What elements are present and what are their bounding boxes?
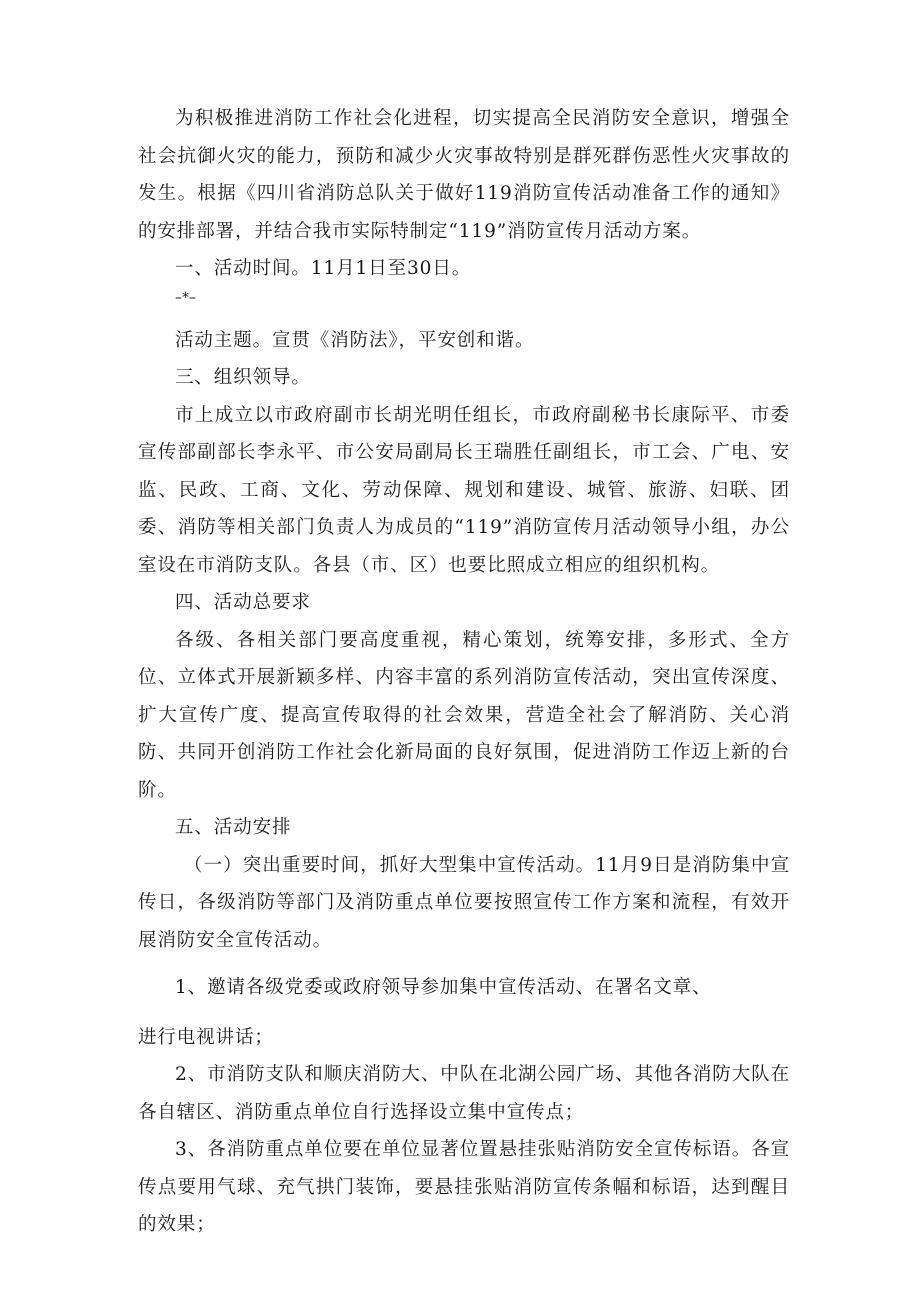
arrangement-item-one: （一）突出重要时间，抓好大型集中宣传活动。11月9日是消防集中宣传日，各级消防等部门及消防重点单位要按照宣传工作方案和流程，有效开展消防安全宣传活动。: [138, 854, 790, 951]
list-item-3: 3、各消防重点单位要在单位显著位置悬挂张贴消防安全宣传标语。各宣传点要用气球、充气拱门装饰，要悬挂张贴消防宣传条幅和标语，达到醒目的效果；: [138, 1139, 790, 1235]
document-page: [138, 100, 790, 1244]
intro-paragraph: 为积极推进消防工作社会化进程，切实提高全民消防安全意识，增强全社会抗御火灾的能力，预防和减少火灾事故特别是群死群伤恶性火灾事故的发生。根据《四川省消防总队关于做好119消防宣传活动准备工作的通知》的安排部署，并结合我市实际特制定“119”消防宣传月活动方案。: [138, 108, 790, 242]
section-arrangement-heading: 五、活动安排: [175, 817, 292, 838]
section-organization-heading: 三、组织领导。: [175, 367, 311, 388]
organization-paragraph: 市上成立以市政府副市长胡光明任组长，市政府副秘书长康际平、市委宣传部副部长李永平、市公安局副局长王瑞胜任副组长，市工会、广电、安监、民政、工商、文化、劳动保障、规划和建设、城管、旅游、妇联、团委、消防等相关部门负责人为成员的“119”消防宣传月活动领导小组，办公室设在市消防支队。各县（市、区）也要比照成立相应的组织机构。: [138, 404, 790, 576]
requirements-paragraph: 各级、各相关部门要高度重视，精心策划，统筹安排，多形式、全方位、立体式开展新颖多样、内容丰富的系列消防宣传活动，突出宣传深度、扩大宣传广度、提高宣传取得的社会效果，营造全社会了解消防、关心消防、共同开创消防工作社会化新局面的良好氛围，促进消防工作迈上新的台阶。: [138, 629, 790, 801]
section-divider-mark: –*–: [175, 289, 196, 306]
section-time-heading: 一、活动时间。11月1日至30日。: [175, 258, 472, 279]
list-item-1-line-1: 1、邀请各级党委或政府领导参加集中宣传活动、在署名文章、: [175, 977, 712, 998]
list-item-2: 2、市消防支队和顺庆消防大、中队在北湖公园广场、其他各消防大队在各自辖区、消防重点单位自行选择设立集中宣传点；: [138, 1064, 790, 1123]
section-requirements-heading: 四、活动总要求: [175, 592, 311, 613]
list-item-1-line-2: 进行电视讲话；: [138, 1026, 274, 1048]
theme-paragraph: 活动主题。宣贯《消防法》，平安创和谐。: [175, 329, 535, 351]
